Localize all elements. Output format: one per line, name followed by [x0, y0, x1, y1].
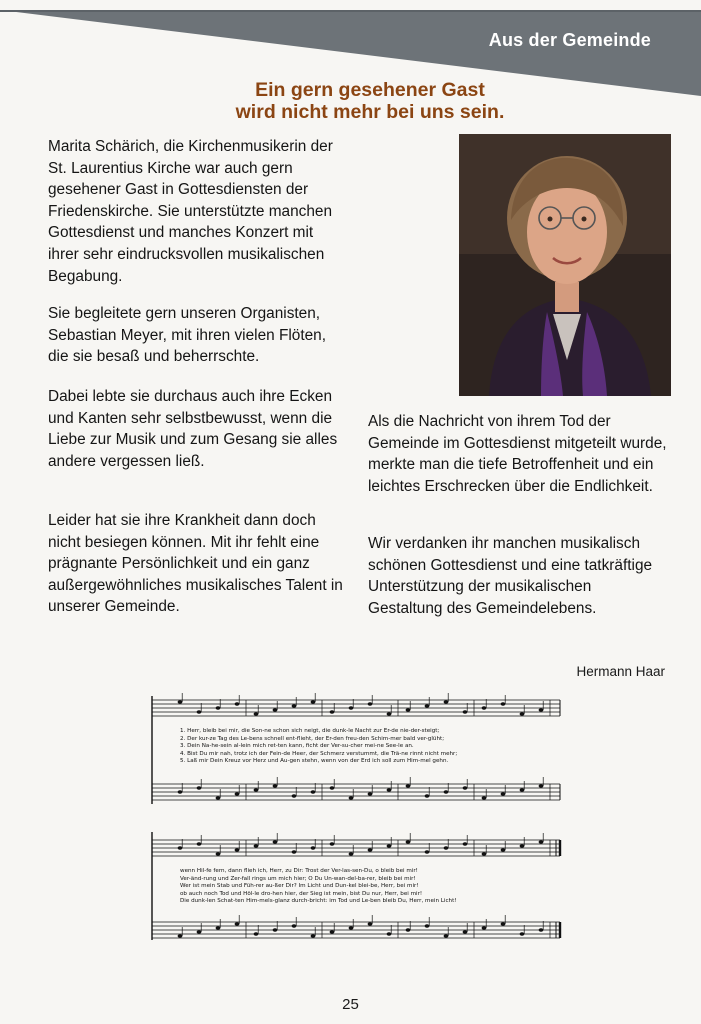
article-title-line2: wird nicht mehr bei uns sein. — [235, 101, 505, 123]
note-head — [539, 708, 544, 711]
note-head — [330, 786, 335, 789]
note-head — [444, 700, 449, 703]
lyric-line: 2. Der kur-ze Tag des Le-bens schnell ent-flieht, der Er-den freu-den Schim-mer bald ver-glüht; — [180, 735, 445, 742]
note-head — [216, 796, 221, 799]
portrait-photo — [459, 134, 671, 396]
note-head — [425, 850, 430, 853]
note-head — [292, 794, 297, 797]
note-head — [368, 848, 373, 851]
note-head — [387, 844, 392, 847]
note-head — [273, 708, 278, 711]
note-head — [178, 700, 183, 703]
hymn-lyrics-system-1 — [180, 728, 555, 766]
note-head — [463, 930, 468, 933]
note-head — [425, 924, 430, 927]
note-head — [216, 852, 221, 855]
left-paragraph-1: Marita Schärich, die Kirchenmusikerin der St. Laurentius Kirche war auch gern gesehener Gast in Gottesdiensten der Friedenskirche. Sie unterstützte manchen Gottesdienst und manches Konzert mit ihrer sehr eindrucksvollen musikalischen Begabung. — [48, 138, 333, 285]
note-head — [197, 786, 202, 789]
note-head — [235, 922, 240, 925]
right-paragraph-2: Wir verdanken ihr manchen musikalisch schönen Gottesdienst und eine tatkräftige Unterstützung der musikalischen Gestaltung des Gemeindelebens. — [368, 535, 653, 617]
lyric-line: ob auch noch Tod und Höl-le dro-hen hier, der Sieg ist mein, bist Du nur, Herr, bei mir! — [180, 890, 423, 897]
note-head — [501, 922, 506, 925]
lyric-line: 5. Laß mir Dein Kreuz vor Herz und Au-gen stehn, wenn von der Erd ich soll zum Him-mel gehn. — [180, 758, 449, 765]
lyric-line: 1. Herr, bleib bei mir, die Son-ne schon sich neigt, die dunk-le Nacht zur Er-de nie-der-steigt; — [180, 728, 440, 734]
note-head — [501, 792, 506, 795]
note-head — [463, 786, 468, 789]
note-head — [349, 706, 354, 709]
note-head — [444, 934, 449, 937]
author-name: Hermann Haar — [576, 664, 665, 679]
lyric-line: Die dunk-len Schat-ten Him-mels-glanz durch-bricht: im Tod und Le-ben bleib Du, Herr, mein Licht! — [180, 898, 457, 905]
note-head — [539, 840, 544, 843]
note-head — [311, 846, 316, 849]
left-paragraph-4: Leider hat sie ihre Krankheit dann doch nicht besiegen können. Mit ihr fehlt eine prägnante Persönlichkeit und ein ganz außergewöhnliches musikalisches Talent in unserer Gemeinde. — [48, 512, 343, 616]
lyric-line: Ver-änd-rung und Zer-fall rings um mich hier; O Du Un-wan-del-ba-rer, bleib bei mir! — [180, 875, 416, 882]
note-head — [292, 704, 297, 707]
note-head — [178, 846, 183, 849]
note-head — [197, 930, 202, 933]
note-head — [197, 710, 202, 713]
note-head — [292, 850, 297, 853]
note-head — [178, 934, 183, 937]
note-head — [254, 712, 259, 715]
note-head — [254, 932, 259, 935]
note-head — [235, 848, 240, 851]
note-head — [273, 784, 278, 787]
note-head — [387, 932, 392, 935]
page-number: 25 — [342, 996, 359, 1013]
note-head — [387, 788, 392, 791]
lyric-line: 3. Dein Na-he-sein al-lein mich ret-ten kann, ficht der Ver-su-cher mei-ne See-le an. — [180, 743, 414, 750]
note-head — [368, 792, 373, 795]
note-head — [311, 790, 316, 793]
note-head — [463, 842, 468, 845]
note-head — [501, 848, 506, 851]
note-head — [425, 704, 430, 707]
note-head — [406, 840, 411, 843]
note-head — [520, 712, 525, 715]
lyric-line: 4. Bist Du mir nah, trotz ich der Fein-de Heer, der Schmerz verstummt, die Trä-ne rinnt nicht mehr; — [180, 750, 458, 757]
note-head — [368, 922, 373, 925]
note-head — [197, 842, 202, 845]
note-head — [482, 926, 487, 929]
note-head — [349, 852, 354, 855]
note-head — [235, 792, 240, 795]
note-head — [520, 844, 525, 847]
note-head — [368, 702, 373, 705]
note-head — [178, 790, 183, 793]
article-title-line1: Ein gern gesehener Gast — [255, 79, 485, 101]
hymn-lyrics-system-2 — [180, 868, 555, 906]
note-head — [216, 706, 221, 709]
note-head — [406, 708, 411, 711]
note-head — [273, 840, 278, 843]
note-head — [463, 710, 468, 713]
left-paragraph-2: Sie begleitete gern unseren Organisten, Sebastian Meyer, mit ihren vielen Flöten, die sie besaß und beherrschte. — [48, 305, 327, 366]
note-head — [406, 928, 411, 931]
note-head — [482, 796, 487, 799]
note-head — [254, 844, 259, 847]
note-head — [482, 852, 487, 855]
note-head — [273, 928, 278, 931]
note-head — [330, 710, 335, 713]
note-head — [444, 846, 449, 849]
note-head — [406, 784, 411, 787]
note-head — [216, 926, 221, 929]
right-paragraph-1: Als die Nachricht von ihrem Tod der Gemeinde im Gottesdienst mitgeteilt wurde, merkte man die tiefe Betroffenheit und ein leichtes Erschrecken über die Endlichkeit. — [368, 413, 667, 495]
note-head — [539, 928, 544, 931]
section-title: Aus der Gemeinde — [488, 30, 651, 50]
note-head — [330, 930, 335, 933]
note-head — [520, 788, 525, 791]
note-head — [482, 706, 487, 709]
note-head — [330, 842, 335, 845]
note-head — [235, 702, 240, 705]
note-head — [387, 712, 392, 715]
note-head — [311, 934, 316, 937]
note-head — [501, 702, 506, 705]
note-head — [349, 926, 354, 929]
note-head — [349, 796, 354, 799]
note-head — [520, 932, 525, 935]
note-head — [254, 788, 259, 791]
hymn-score-system-1 — [140, 692, 565, 810]
note-head — [311, 700, 316, 703]
note-head — [425, 794, 430, 797]
lyric-line: wenn Hil-fe fern, dann flieh ich, Herr, zu Dir: Trost der Ver-las-sen-Du, o bleib bei mir! — [180, 868, 418, 874]
lyric-line: Wer ist mein Stab und Füh-rer au-ßer Dir? Im Licht und Dun-kel blei-be, Herr, bei mir! — [180, 883, 419, 890]
note-head — [539, 784, 544, 787]
hymn-score-system-2 — [140, 828, 565, 946]
note-head — [444, 790, 449, 793]
left-paragraph-3: Dabei lebte sie durchaus auch ihre Ecken und Kanten sehr selbstbewusst, wenn die Liebe zur Musik und zum Gesang sie alles andere vergessen ließ. — [48, 388, 338, 470]
note-head — [292, 924, 297, 927]
